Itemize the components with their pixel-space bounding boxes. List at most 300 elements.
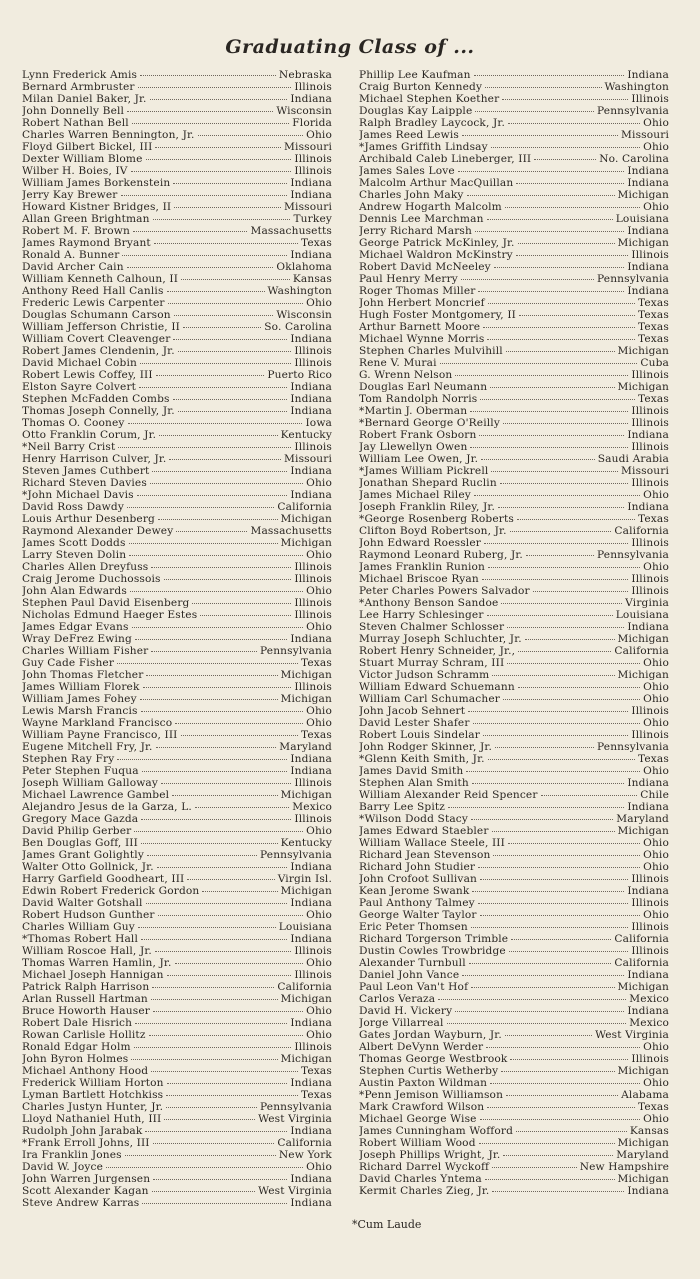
graduate-entry	[22, 693, 332, 705]
dot-leader	[131, 171, 292, 172]
dot-leader	[492, 831, 615, 832]
graduate-home-state: Louisiana	[278, 921, 332, 933]
graduate-name: Lee Harry Schlesinger	[359, 609, 484, 621]
graduate-home-state: Texas	[638, 309, 669, 321]
dot-leader	[117, 663, 298, 664]
graduate-name: David Philip Gerber	[22, 825, 132, 837]
graduate-entry	[22, 501, 332, 513]
graduate-name: Michael Wynne Morris	[359, 333, 485, 345]
graduate-entry	[359, 1137, 669, 1149]
graduate-name: *John Michael Davis	[22, 489, 134, 501]
dot-leader	[129, 543, 278, 544]
dot-leader	[156, 375, 265, 376]
dot-leader	[175, 723, 303, 724]
graduate-entry	[359, 105, 669, 117]
graduate-home-state: Ohio	[306, 717, 332, 729]
graduate-name: Eugene Mitchell Fry, Jr.	[22, 741, 153, 753]
graduate-home-state: Ohio	[306, 957, 332, 969]
graduate-home-state: Mexico	[629, 993, 669, 1005]
dot-leader	[127, 507, 274, 508]
graduate-home-state: Wisconsin	[276, 105, 332, 117]
graduate-name: Arthur Barnett Moore	[359, 321, 481, 333]
graduate-entry	[359, 177, 669, 189]
graduate-entry	[359, 609, 669, 621]
graduate-home-state: Illinois	[631, 537, 669, 549]
dot-leader	[139, 387, 287, 388]
dot-leader	[138, 87, 292, 88]
graduate-home-state: Ohio	[643, 909, 669, 921]
right-column	[359, 69, 669, 1197]
dot-leader	[480, 915, 641, 916]
dot-leader	[492, 675, 614, 676]
graduate-name: Douglas Kay Laipple	[359, 105, 473, 117]
graduate-entry	[22, 777, 332, 789]
dot-leader	[440, 363, 638, 364]
graduate-name: Mark Crawford Wilson	[359, 1101, 485, 1113]
graduate-entry	[22, 525, 332, 537]
graduate-entry	[22, 393, 332, 405]
dot-leader	[155, 147, 281, 148]
dot-leader	[176, 531, 247, 532]
graduate-name: David W. Joyce	[22, 1161, 104, 1173]
graduate-entry	[22, 81, 332, 93]
graduate-home-state: Indiana	[290, 393, 332, 405]
dot-leader	[140, 699, 278, 700]
graduate-home-state: Ohio	[643, 657, 669, 669]
dot-leader	[505, 1035, 592, 1036]
graduate-name: Rowan Carlisle Hollitz	[22, 1029, 146, 1041]
dot-leader	[480, 1119, 641, 1120]
graduate-home-state: Illinois	[631, 729, 669, 741]
dot-leader	[478, 291, 624, 292]
graduate-name: Robert Dale Hisrich	[22, 1017, 133, 1029]
graduate-entry	[359, 249, 669, 261]
graduate-home-state: Michigan	[280, 669, 332, 681]
graduate-entry	[359, 501, 669, 513]
dot-leader	[507, 627, 624, 628]
graduate-name: David Walter Gotshall	[22, 897, 143, 909]
graduate-name: Andrew Hogarth Malcolm	[359, 201, 502, 213]
dot-leader	[483, 327, 635, 328]
dot-leader	[498, 507, 624, 508]
graduate-name: Raymond Alexander Dewey	[22, 525, 174, 537]
graduate-name: Albert DeVynn Werder	[359, 1041, 484, 1053]
graduate-entry	[359, 837, 669, 849]
dot-leader	[167, 1083, 288, 1084]
dot-leader	[181, 279, 290, 280]
graduate-home-state: Indiana	[290, 633, 332, 645]
graduate-entry	[22, 1029, 332, 1041]
graduate-entry	[359, 273, 669, 285]
graduate-home-state: Texas	[638, 753, 669, 765]
graduate-name: John Donnelly Bell	[22, 105, 125, 117]
graduate-name: Dennis Lee Marchman	[359, 213, 484, 225]
graduate-name: Allan Green Brightman	[22, 213, 150, 225]
dot-leader	[478, 903, 629, 904]
graduate-home-state: Ohio	[643, 717, 669, 729]
graduate-home-state: Florida	[292, 117, 332, 129]
graduate-entry	[22, 345, 332, 357]
dot-leader	[519, 315, 635, 316]
dot-leader	[487, 219, 613, 220]
dot-leader	[502, 99, 628, 100]
graduate-name: Stephen Ray Fry	[22, 753, 115, 765]
graduate-home-state: Michigan	[280, 1053, 332, 1065]
graduate-name: Steven James Cuthbert	[22, 465, 150, 477]
dot-leader	[501, 603, 622, 604]
page-title: Graduating Class of ...	[225, 36, 475, 58]
graduate-entry	[22, 1041, 332, 1053]
graduate-name: *George Rosenberg Roberts	[359, 513, 514, 525]
graduate-home-state: Ohio	[306, 825, 332, 837]
dot-leader	[135, 639, 287, 640]
graduate-entry	[22, 105, 332, 117]
dot-leader	[174, 207, 281, 208]
graduate-entry	[22, 801, 332, 813]
graduate-name: Jerry Richard Marsh	[359, 225, 472, 237]
graduate-name: Richard Darrel Wyckoff	[359, 1161, 490, 1173]
graduate-home-state: Saudi Arabia	[597, 453, 669, 465]
graduate-entry	[359, 141, 669, 153]
graduate-entry	[22, 1077, 332, 1089]
graduate-name: Stuart Murray Schram, III	[359, 657, 505, 669]
graduate-entry	[22, 261, 332, 273]
graduate-entry	[22, 993, 332, 1005]
graduate-home-state: Michigan	[617, 1065, 669, 1077]
dot-leader	[479, 435, 624, 436]
graduate-home-state: Michigan	[617, 669, 669, 681]
graduate-entry	[359, 801, 669, 813]
graduate-entry	[22, 369, 332, 381]
graduate-name: Harry Garfield Goodheart, III	[22, 873, 185, 885]
dot-leader	[141, 819, 291, 820]
graduate-home-state: Ohio	[306, 297, 332, 309]
graduate-home-state: Indiana	[627, 1185, 669, 1197]
graduate-home-state: Texas	[301, 237, 332, 249]
graduate-entry	[22, 885, 332, 897]
dot-leader	[181, 735, 298, 736]
graduate-home-state: Ohio	[306, 477, 332, 489]
graduate-entry	[22, 381, 332, 393]
graduate-home-state: Ohio	[643, 765, 669, 777]
graduate-home-state: Indiana	[627, 177, 669, 189]
dot-leader	[150, 483, 303, 484]
dot-leader	[462, 135, 618, 136]
dot-leader	[494, 267, 625, 268]
graduate-entry	[359, 477, 669, 489]
graduate-home-state: Oklahoma	[276, 261, 332, 273]
graduate-home-state: Illinois	[631, 417, 669, 429]
dot-leader	[137, 495, 288, 496]
graduate-name: Barry Lee Spitz	[359, 801, 446, 813]
graduate-entry	[22, 645, 332, 657]
dot-leader	[471, 819, 613, 820]
graduate-home-state: Ohio	[643, 117, 669, 129]
dot-leader	[159, 435, 278, 436]
graduate-name: George Walter Taylor	[359, 909, 477, 921]
graduate-name: Ronald Edgar Holm	[22, 1041, 131, 1053]
graduate-name: Lloyd Nathaniel Huth, III	[22, 1113, 162, 1125]
graduate-entry	[22, 129, 332, 141]
graduate-entry	[359, 333, 669, 345]
dot-leader	[158, 915, 304, 916]
dot-leader	[488, 303, 635, 304]
graduate-entry	[22, 1089, 332, 1101]
dot-leader	[509, 951, 629, 952]
graduate-name: Richard John Studier	[359, 861, 476, 873]
graduate-home-state: Illinois	[294, 597, 332, 609]
dot-leader	[503, 699, 640, 700]
graduate-home-state: Indiana	[290, 93, 332, 105]
graduate-entry	[359, 573, 669, 585]
graduate-name: Thomas Warren Hamlin, Jr.	[22, 957, 172, 969]
graduate-entry	[359, 345, 669, 357]
graduate-entry	[22, 297, 332, 309]
graduate-entry	[359, 525, 669, 537]
graduate-name: Bruce Howorth Hauser	[22, 1005, 150, 1017]
dot-leader	[485, 87, 601, 88]
left-column	[22, 69, 332, 1209]
dot-leader	[173, 339, 287, 340]
dot-leader	[118, 447, 291, 448]
graduate-entry	[359, 201, 669, 213]
graduate-name: Wayne Markland Francisco	[22, 717, 173, 729]
dot-leader	[510, 531, 612, 532]
graduate-home-state: Indiana	[627, 885, 669, 897]
graduate-home-state: Indiana	[290, 861, 332, 873]
graduate-home-state: Missouri	[621, 465, 669, 477]
dot-leader	[173, 183, 287, 184]
graduate-name: *Penn Jemison Williamson	[359, 1089, 504, 1101]
dot-leader	[117, 759, 287, 760]
graduate-home-state: Illinois	[294, 81, 332, 93]
graduate-entry	[359, 1173, 669, 1185]
graduate-name: William Roscoe Hall, Jr.	[22, 945, 152, 957]
graduate-entry	[359, 993, 669, 1005]
graduate-entry	[359, 465, 669, 477]
graduate-name: John Alan Edwards	[22, 585, 127, 597]
dot-leader	[495, 747, 594, 748]
dot-leader	[122, 255, 287, 256]
dot-leader	[140, 363, 291, 364]
graduate-entry	[22, 1185, 332, 1197]
dot-leader	[475, 231, 624, 232]
graduate-home-state: Puerto Rico	[267, 369, 332, 381]
graduate-name: Carlos Veraza	[359, 993, 436, 1005]
graduate-home-state: Kentucky	[280, 837, 332, 849]
graduate-name: Richard Steven Davies	[22, 477, 147, 489]
graduate-name: Raymond Leonard Ruberg, Jr.	[359, 549, 523, 561]
dot-leader	[492, 1167, 577, 1168]
dot-leader	[164, 1119, 255, 1120]
graduate-entry	[22, 333, 332, 345]
dot-leader	[152, 471, 287, 472]
dot-leader	[518, 243, 615, 244]
graduate-home-state: Illinois	[631, 249, 669, 261]
graduate-name: Robert Hudson Gunther	[22, 909, 155, 921]
graduate-home-state: Nebraska	[278, 69, 332, 81]
dot-leader	[145, 1131, 287, 1132]
graduate-entry	[359, 741, 669, 753]
graduate-home-state: Pennsylvania	[596, 273, 669, 285]
dot-leader	[153, 1011, 303, 1012]
graduate-home-state: Missouri	[284, 453, 332, 465]
graduate-name: *Bernard George O'Reilly	[359, 417, 500, 429]
graduate-name: Stephen Paul David Eisenberg	[22, 597, 190, 609]
graduate-name: Wilber H. Boies, IV	[22, 165, 128, 177]
graduate-entry	[359, 429, 669, 441]
dot-leader	[141, 939, 287, 940]
dot-leader	[166, 1107, 257, 1108]
dot-leader	[151, 999, 278, 1000]
graduate-name: William James Fohey	[22, 693, 137, 705]
dot-leader	[135, 1023, 287, 1024]
dot-leader	[517, 519, 635, 520]
graduate-entry	[359, 513, 669, 525]
graduate-entry	[359, 453, 669, 465]
graduate-name: James Edward Staebler	[359, 825, 489, 837]
graduate-home-state: Indiana	[627, 501, 669, 513]
graduate-name: Robert Henry Schneider, Jr.,	[359, 645, 516, 657]
graduate-entry	[22, 513, 332, 525]
dot-leader	[500, 483, 629, 484]
graduate-entry	[359, 69, 669, 81]
graduate-entry	[22, 69, 332, 81]
graduate-entry	[359, 969, 669, 981]
graduate-name: Austin Paxton Wildman	[359, 1077, 488, 1089]
graduate-home-state: West Virginia	[258, 1113, 332, 1125]
graduate-entry	[22, 1137, 332, 1149]
dot-leader	[140, 75, 276, 76]
graduate-name: Michael Waldron McKinstry	[359, 249, 513, 261]
dot-leader	[516, 1131, 627, 1132]
graduate-name: Ralph Bradley Laycock, Jr.	[359, 117, 505, 129]
graduate-home-state: Illinois	[294, 357, 332, 369]
graduate-home-state: Texas	[301, 657, 332, 669]
graduate-name: Stephen Curtis Wetherby	[359, 1065, 499, 1077]
graduate-home-state: Illinois	[631, 405, 669, 417]
dot-leader	[187, 879, 274, 880]
graduate-name: James Sales Love	[359, 165, 455, 177]
graduate-entry	[359, 213, 669, 225]
graduate-entry	[359, 645, 669, 657]
graduate-home-state: Mexico	[292, 801, 332, 813]
graduate-name: John Edward Roessler	[359, 537, 481, 549]
dot-leader	[168, 303, 304, 304]
dot-leader	[473, 723, 641, 724]
graduate-name: James Reed Lewis	[359, 129, 459, 141]
graduate-entry	[22, 177, 332, 189]
graduate-name: David Archer Cain	[22, 261, 124, 273]
graduate-home-state: Louisiana	[615, 609, 669, 621]
graduate-entry	[359, 321, 669, 333]
graduate-home-state: Illinois	[294, 813, 332, 825]
graduate-home-state: Ohio	[306, 1161, 332, 1173]
graduate-entry	[359, 657, 669, 669]
graduate-home-state: Michigan	[280, 789, 332, 801]
graduate-home-state: Washington	[267, 285, 332, 297]
graduate-name: Steven Chalmer Schlosser	[359, 621, 505, 633]
graduate-entry	[359, 693, 669, 705]
dot-leader	[146, 903, 288, 904]
graduate-name: *Glenn Keith Smith, Jr.	[359, 753, 485, 765]
graduate-entry	[22, 1065, 332, 1077]
graduate-home-state: So. Carolina	[264, 321, 332, 333]
graduate-entry	[22, 321, 332, 333]
graduate-home-state: Washington	[604, 81, 669, 93]
dot-leader	[461, 279, 594, 280]
graduate-home-state: Texas	[638, 513, 669, 525]
graduate-name: *Frank Erroll Johns, III	[22, 1137, 150, 1149]
graduate-entry	[22, 357, 332, 369]
graduate-entry	[22, 1161, 332, 1173]
graduate-name: James Michael Riley	[359, 489, 471, 501]
graduate-name: Robert Louis Sindelar	[359, 729, 480, 741]
graduate-name: James Grant Golightly	[22, 849, 144, 861]
graduate-home-state: Indiana	[290, 765, 332, 777]
graduate-entry	[359, 129, 669, 141]
graduate-name: Dustin Cowles Trowbridge	[359, 945, 506, 957]
dot-leader	[506, 351, 615, 352]
graduate-home-state: Indiana	[627, 285, 669, 297]
graduate-entry	[22, 165, 332, 177]
graduate-entry	[22, 549, 332, 561]
graduate-entry	[22, 597, 332, 609]
dot-leader	[175, 963, 304, 964]
graduate-name: James Cunningham Wofford	[359, 1125, 514, 1137]
dot-leader	[169, 459, 281, 460]
graduate-name: Paul Henry Merry	[359, 273, 458, 285]
dot-leader	[455, 375, 628, 376]
dot-leader	[138, 927, 276, 928]
graduate-entry	[359, 405, 669, 417]
graduate-name: Robert Frank Osborn	[359, 429, 477, 441]
graduate-entry	[22, 273, 332, 285]
graduate-entry	[22, 237, 332, 249]
graduate-name: William Wallace Steele, III	[359, 837, 505, 849]
graduate-entry	[22, 465, 332, 477]
graduate-name: Walter Otto Gollnick, Jr.	[22, 861, 154, 873]
dot-leader	[129, 555, 303, 556]
graduate-name: Archibald Caleb Lineberger, III	[359, 153, 532, 165]
dot-leader	[490, 387, 614, 388]
graduate-entry	[22, 753, 332, 765]
graduate-home-state: Indiana	[290, 381, 332, 393]
graduate-home-state: Indiana	[290, 1077, 332, 1089]
dot-leader	[526, 555, 594, 556]
dot-leader	[151, 651, 257, 652]
graduate-home-state: Massachusetts	[250, 525, 332, 537]
graduate-entry	[22, 669, 332, 681]
graduate-home-state: Indiana	[290, 249, 332, 261]
graduate-home-state: Michigan	[617, 633, 669, 645]
graduate-entry	[359, 1029, 669, 1041]
graduate-home-state: Kentucky	[280, 429, 332, 441]
graduate-home-state: Illinois	[631, 873, 669, 885]
dot-leader	[462, 975, 624, 976]
graduate-home-state: Texas	[638, 393, 669, 405]
graduate-home-state: Michigan	[280, 537, 332, 549]
graduate-entry	[22, 1053, 332, 1065]
graduate-home-state: Texas	[638, 333, 669, 345]
graduate-entry	[359, 1185, 669, 1197]
graduate-entry	[359, 777, 669, 789]
graduate-entry	[359, 1089, 669, 1101]
graduate-name: Ben Douglas Goff, III	[22, 837, 138, 849]
graduate-home-state: Indiana	[290, 1197, 332, 1209]
graduate-home-state: Missouri	[284, 201, 332, 213]
graduate-name: William Alexander Reid Spencer	[359, 789, 538, 801]
